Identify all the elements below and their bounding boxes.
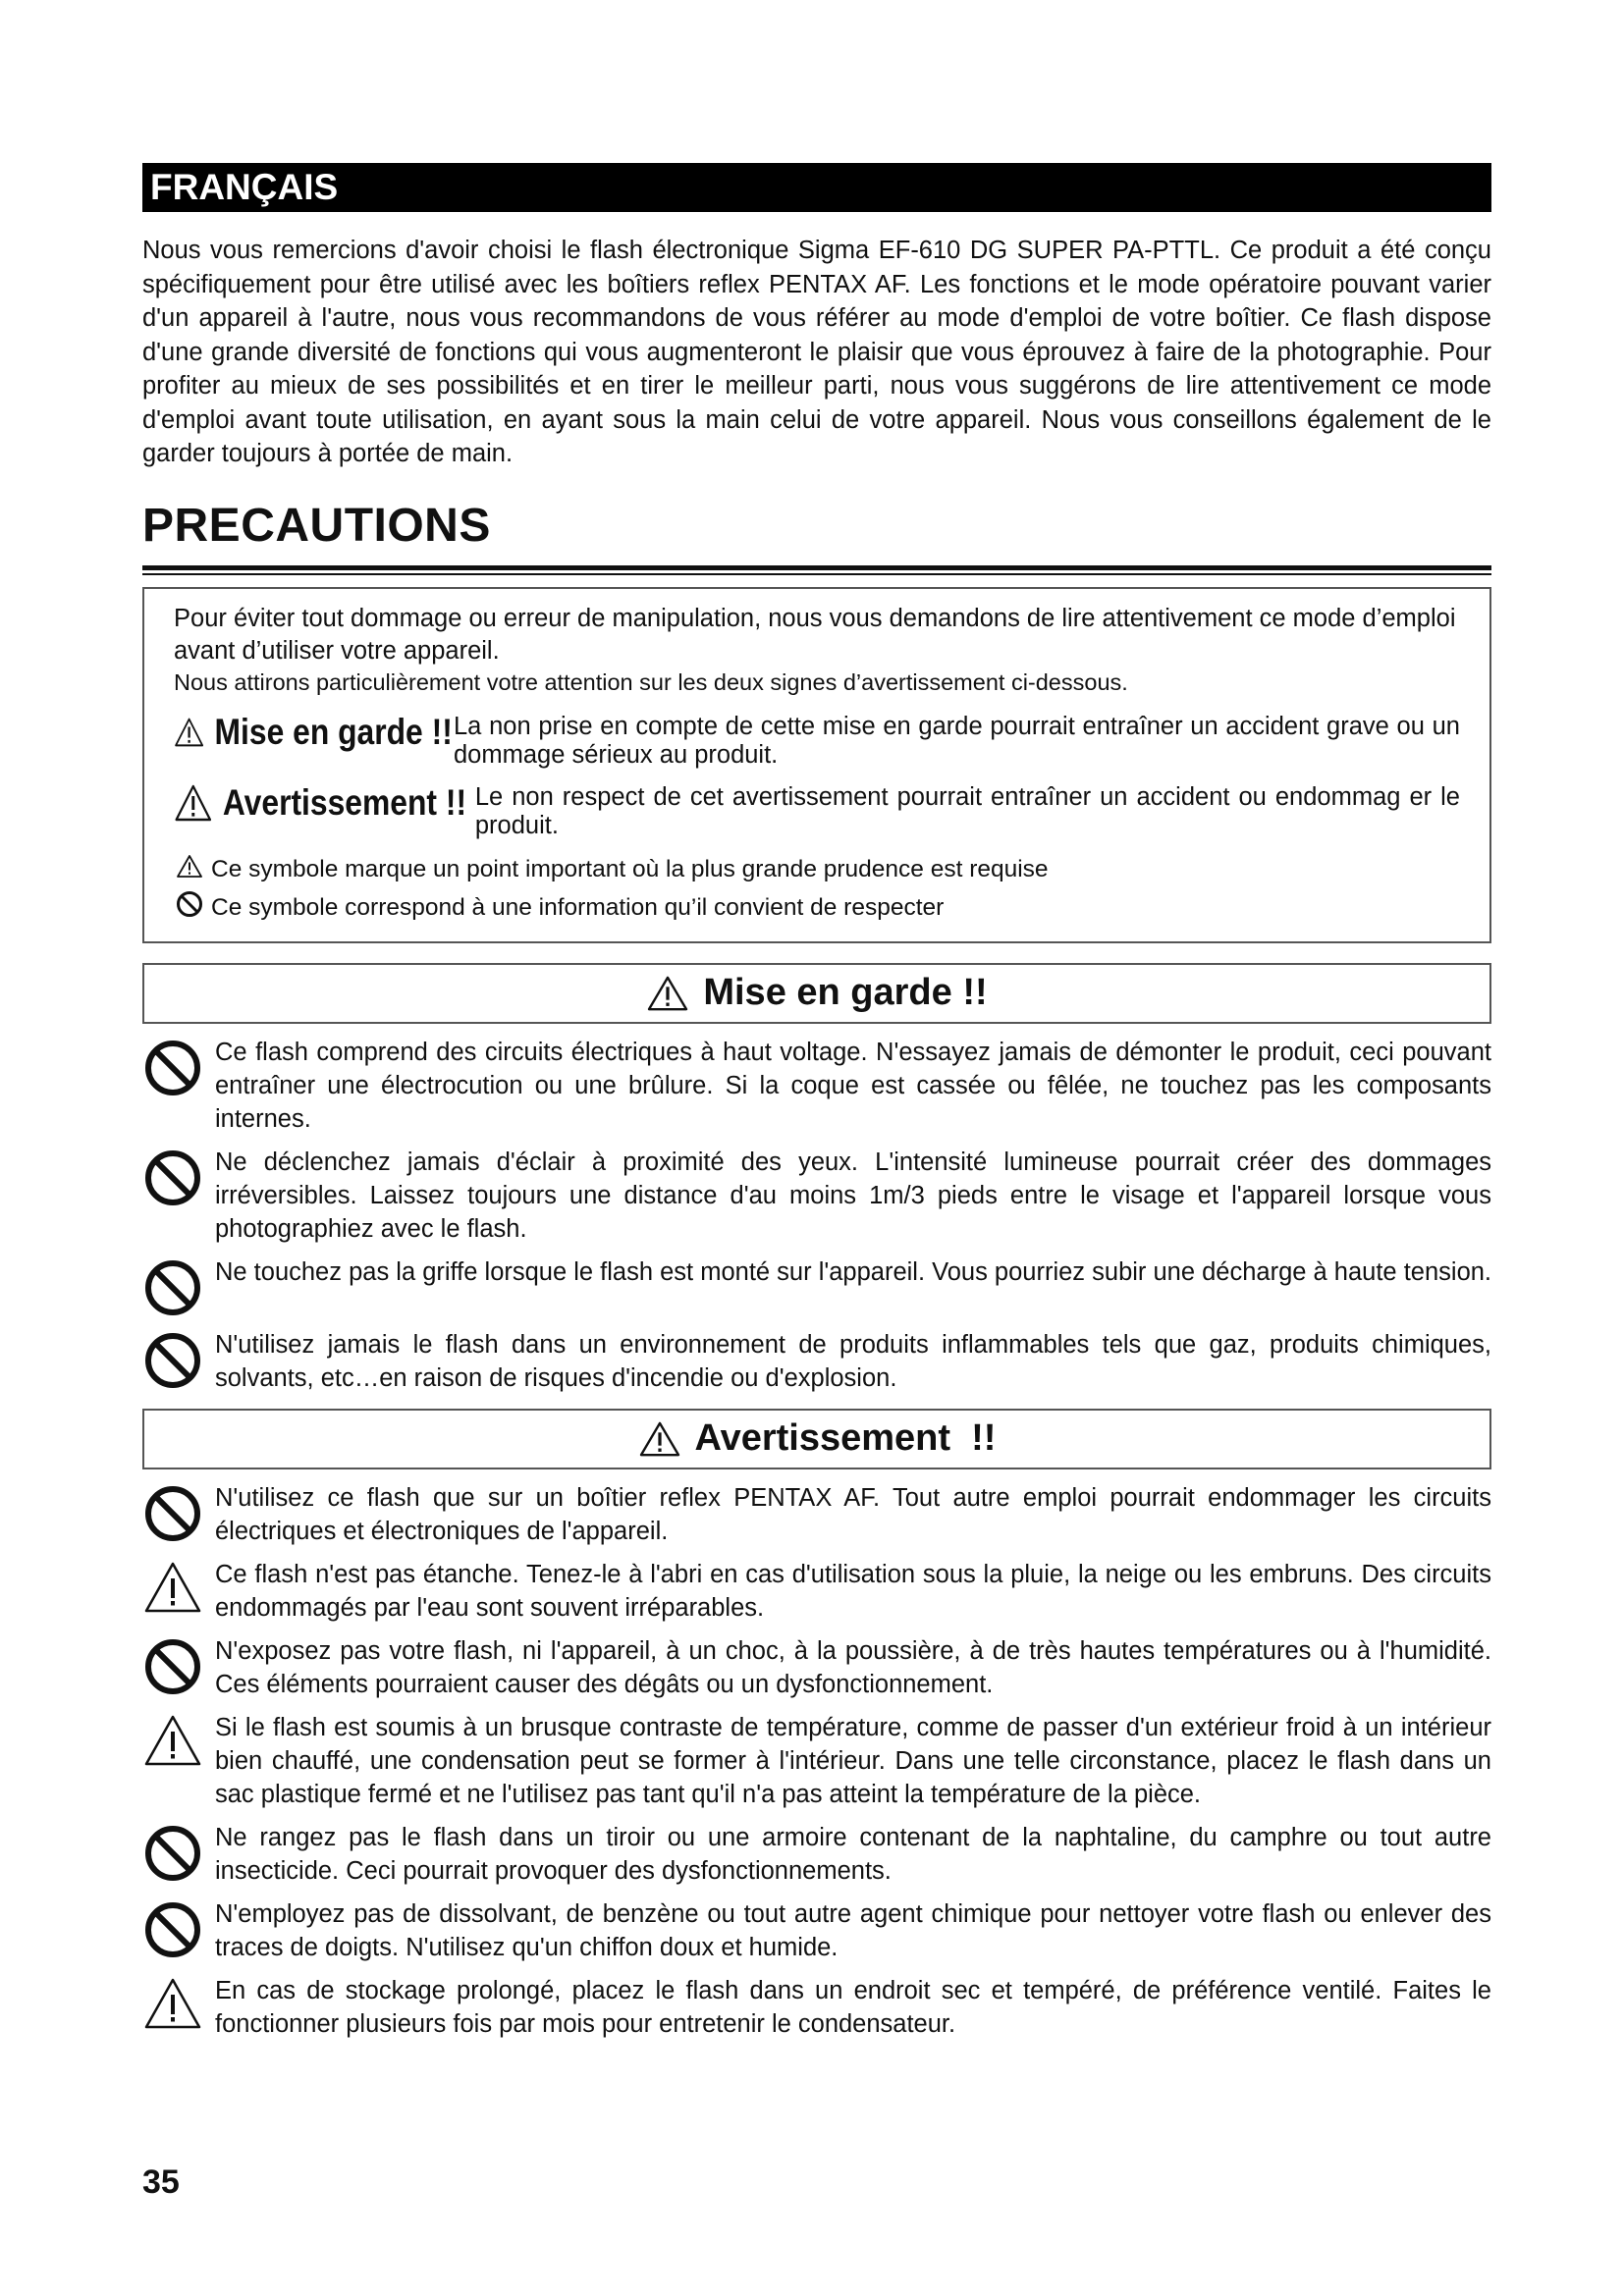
warning-item-text: Ce flash n'est pas étanche. Tenez-le à l'abri en cas d'utilisation sous la pluie, la neige ou les embruns. Des circuits endommagés par l'eau sont souvent irréparables. — [215, 1560, 1491, 1622]
prohibition-icon — [142, 1483, 203, 1544]
warning-triangle-icon — [142, 1976, 203, 2031]
title-rule-thick — [142, 565, 1491, 570]
list-item — [142, 1634, 1491, 1701]
caution-list — [142, 1036, 1491, 1395]
warning-triangle-icon — [174, 783, 213, 823]
list-item — [142, 1036, 1491, 1136]
notice-line-1: Pour éviter tout dommage ou erreur de manipulation, nous vous demandons de lire attentivement ce mode d’emploi avant d’utiliser votre appareil. — [174, 604, 1456, 665]
symbol-legend-triangle — [174, 854, 1460, 886]
manual-page — [142, 163, 1491, 2041]
page-number: 35 — [142, 2163, 180, 2201]
symbol-prohibit-text: Ce symbole correspond à une information qu’il convient de respecter — [211, 893, 945, 921]
warning-section-title: Avertissement !! — [694, 1417, 997, 1459]
caution-label: Mise en garde !! — [214, 712, 453, 752]
warning-triangle-icon — [646, 975, 689, 1012]
warning-item-text: N'employez pas de dissolvant, de benzène ou tout autre agent chimique pour nettoyer votre flash ou enlever des traces de doigts. N'utilisez qu'un chiffon doux et humide. — [215, 1899, 1491, 1961]
notice-box — [142, 587, 1491, 943]
intro-paragraph: Nous vous remercions d'avoir choisi le flash électronique Sigma EF-610 DG SUPER PA-PTTL. Ce produit a été conçu spécifiquement pour être utilisé avec les boîtiers reflex PENTAX AF. Les fonctions et le mode opératoire pouvant varier d'un appareil à l'autre, nous vous recommandons de vous référer au mode d'emploi de votre boîtier. Ce flash dispose d'une grande diversité de fonctions qui vous augmenteront le plaisir que vous éprouvez à faire de la photographie. Pour profiter au mieux de ses possibilités et en tirer le meilleur parti, nous vous suggérons de lire attentivement ce mode d'emploi avant toute utilisation, en ayant sous la main celui de votre appareil. Nous vous conseillons également de le garder toujours à portée de main. — [142, 237, 1491, 467]
prohibition-icon — [142, 1038, 203, 1098]
prohibition-icon — [142, 1148, 203, 1208]
list-item — [142, 1711, 1491, 1811]
notice-line-2: Nous attirons particulièrement votre attention sur les deux signes d’avertissement ci-dessous. — [174, 668, 1128, 695]
prohibition-icon — [176, 890, 211, 926]
caution-section-title: Mise en garde !! — [703, 972, 988, 1013]
list-item — [142, 1974, 1491, 2041]
precautions-title: PRECAUTIONS — [142, 499, 491, 552]
warning-item-text: Ne rangez pas le flash dans un tiroir ou une armoire contenant de la naphtaline, du camphre ou tout autre insecticide. Ceci pourrait provoquer des dysfonctionnements. — [215, 1823, 1491, 1885]
list-item — [142, 1821, 1491, 1888]
warning-triangle-icon — [142, 1560, 203, 1615]
prohibition-icon — [142, 1257, 203, 1318]
warning-triangle-icon — [176, 854, 211, 886]
language-header: FRANÇAIS — [142, 163, 1491, 212]
warning-tag — [174, 783, 478, 823]
prohibition-icon — [142, 1636, 203, 1697]
warning-triangle-icon — [142, 1713, 203, 1768]
warning-section-header — [142, 1409, 1491, 1469]
warning-item-text: N'utilisez ce flash que sur un boîtier reflex PENTAX AF. Tout autre emploi pourrait endommager les circuits électriques et électroniques de l'appareil. — [215, 1483, 1491, 1545]
warning-label: Avertissement !! — [222, 782, 467, 823]
caution-item-text: Ne touchez pas la griffe lorsque le flash est monté sur l'appareil. Vous pourriez subir une décharge à haute tension. — [215, 1257, 1492, 1286]
caution-item-text: Ce flash comprend des circuits électriques à haut voltage. N'essayez jamais de démonter le produit, ceci pouvant entraîner une électrocution ou une brûlure. Si la coque est cassée ou fêlée, ne touchez pas les composants internes. — [215, 1038, 1491, 1133]
prohibition-icon — [142, 1330, 203, 1391]
caution-item-text: N'utilisez jamais le flash dans un environnement de produits inflammables tels que gaz, produits chimiques, solvants, etc…en raison de risques d'incendie ou d'explosion. — [215, 1330, 1491, 1392]
list-item — [142, 1255, 1491, 1318]
warning-item-text: En cas de stockage prolongé, placez le flash dans un endroit sec et tempéré, de préférence ventilé. Faites le fonctionner plusieurs fois par mois pour entretenir le condensateur. — [215, 1976, 1491, 2038]
warning-triangle-icon — [638, 1420, 681, 1458]
caution-definition — [174, 713, 1460, 770]
list-item — [142, 1481, 1491, 1548]
warning-triangle-icon — [174, 713, 204, 752]
list-item — [142, 1328, 1491, 1395]
prohibition-icon — [142, 1899, 203, 1960]
warning-list — [142, 1481, 1491, 2041]
prohibition-icon — [142, 1823, 203, 1884]
warning-item-text: Si le flash est soumis à un brusque contraste de température, comme de passer d'un extérieur froid à un intérieur bien chauffé, une condensation peut se former à l'intérieur. Dans une telle circonstance, placez le flash dans un sac plastique fermé et ne l'utilisez pas tant qu'il n'a pas atteint la température de la pièce. — [215, 1713, 1491, 1808]
caution-item-text: Ne déclenchez jamais d'éclair à proximité des yeux. L'intensité lumineuse pourrait créer des dommages irréversibles. Laissez toujours une distance d'au moins 1m/3 pieds entre le visage et l'appareil lorsque vous photographiez avec le flash. — [215, 1148, 1491, 1243]
warning-description: Le non respect de cet avertissement pourrait entraîner un accident ou endommag er le produit. — [474, 782, 1460, 839]
title-rule-thin — [142, 573, 1491, 575]
warning-item-text: N'exposez pas votre flash, ni l'appareil, à un choc, à la poussière, à de très hautes températures ou à l'humidité. Ces éléments pourraient causer des dégâts ou un dysfonctionnement. — [215, 1636, 1491, 1698]
symbol-legend-prohibit — [174, 890, 1460, 926]
list-item — [142, 1558, 1491, 1625]
caution-description: La non prise en compte de cette mise en garde pourrait entraîner un accident grave ou un dommage sérieux au produit. — [454, 712, 1460, 769]
caution-section-header — [142, 963, 1491, 1024]
list-item — [142, 1146, 1491, 1246]
list-item — [142, 1897, 1491, 1964]
caution-tag — [174, 713, 453, 752]
warning-definition — [174, 783, 1460, 840]
symbol-triangle-text: Ce symbole marque un point important où la plus grande prudence est requise — [211, 856, 1049, 882]
